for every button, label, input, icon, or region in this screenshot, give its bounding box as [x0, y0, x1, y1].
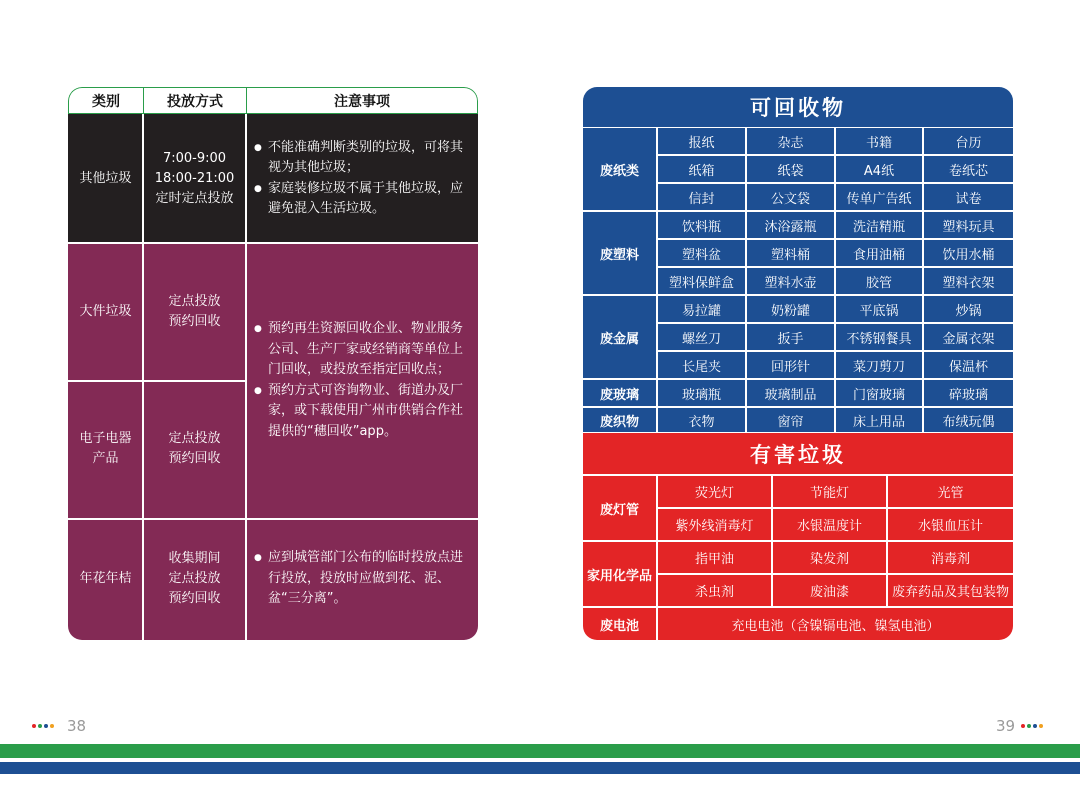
item-cell: 水银血压计 — [888, 509, 1013, 540]
note-item: ● 应到城管部门公布的临时投放点进行投放，投放时应做到花、泥、盆“三分离”。 — [254, 548, 468, 610]
item-cell: 饮用水桶 — [924, 240, 1013, 266]
item-cell: 报纸 — [658, 128, 745, 154]
item-cell: 水银温度计 — [773, 509, 886, 540]
notes-other-waste — [246, 114, 478, 243]
category-other-waste: 其他垃圾 — [68, 114, 143, 243]
group-waste-paper: 废纸类 — [583, 128, 656, 210]
item-cell: 螺丝刀 — [658, 324, 745, 350]
group-waste-glass: 废玻璃 — [583, 380, 656, 406]
header-category: 类别 — [68, 87, 143, 114]
item-cell: 平底锅 — [836, 296, 922, 322]
method-other-waste — [143, 114, 246, 243]
item-cell: 废油漆 — [773, 575, 886, 606]
item-cell: 光管 — [888, 476, 1013, 507]
method-bulky-waste — [143, 243, 246, 380]
item-cell: 床上用品 — [836, 408, 922, 432]
item-cell: 杀虫剂 — [658, 575, 771, 606]
method-line: 定时定点投放 — [155, 190, 234, 206]
dot — [32, 724, 36, 728]
group-waste-metal: 废金属 — [583, 296, 656, 378]
item-cell: 指甲油 — [658, 542, 771, 573]
group-waste-textile: 废织物 — [583, 408, 656, 432]
notes-new-year-plants — [246, 518, 478, 640]
note-item: ● 家庭装修垃圾不属于其他垃圾，应避免混入生活垃圾。 — [254, 179, 468, 220]
method-line: 定点投放 — [168, 431, 221, 446]
item-cell: 胶管 — [836, 268, 922, 294]
page-number-right: 39 — [996, 717, 1016, 735]
item-cell: 公文袋 — [747, 184, 834, 210]
method-line: 预约回收 — [168, 591, 221, 606]
item-cell: 保温杯 — [924, 352, 1013, 378]
item-cell: 信封 — [658, 184, 745, 210]
method-line: 定点投放 — [168, 293, 221, 309]
item-cell: 节能灯 — [773, 476, 886, 507]
item-cell: 纸袋 — [747, 156, 834, 182]
item-cell: 布绒玩偶 — [924, 408, 1013, 432]
item-cell: 玻璃瓶 — [658, 380, 745, 406]
item-cell: 塑料玩具 — [924, 212, 1013, 238]
dot — [38, 724, 42, 728]
notes-bulky-electronics — [246, 243, 478, 518]
item-cell: 门窗玻璃 — [836, 380, 922, 406]
dot — [44, 724, 48, 728]
item-cell: 不锈钢餐具 — [836, 324, 922, 350]
divider — [68, 518, 478, 520]
method-line: 7:00-9:00 — [162, 150, 227, 166]
page-number-left: 38 — [67, 717, 87, 735]
divider — [68, 242, 478, 244]
item-cell: 纸箱 — [658, 156, 745, 182]
group-waste-lamps: 废灯管 — [583, 476, 656, 540]
category-new-year-plants: 年花年桔 — [68, 518, 143, 640]
waste-classification-table — [583, 87, 1013, 640]
item-cell: 易拉罐 — [658, 296, 745, 322]
item-cell: 塑料保鲜盒 — [658, 268, 745, 294]
item-cell: 金属衣架 — [924, 324, 1013, 350]
dot — [1027, 724, 1031, 728]
item-cell: 玻璃制品 — [747, 380, 834, 406]
dot — [1033, 724, 1037, 728]
disposal-method-table — [68, 87, 478, 640]
item-cell: 窗帘 — [747, 408, 834, 432]
item-cell: 传单广告纸 — [836, 184, 922, 210]
method-line: 预约回收 — [168, 451, 221, 466]
item-cell: 试卷 — [924, 184, 1013, 210]
item-cell: 衣物 — [658, 408, 745, 432]
method-electronics — [143, 380, 246, 518]
header-method: 投放方式 — [143, 87, 246, 114]
item-cell: 书籍 — [836, 128, 922, 154]
item-cell: 菜刀剪刀 — [836, 352, 922, 378]
footer-band-green — [0, 744, 1080, 758]
category-bulky-waste: 大件垃圾 — [68, 243, 143, 380]
item-cell: 塑料桶 — [747, 240, 834, 266]
item-cell: 扳手 — [747, 324, 834, 350]
item-cell: 炒锅 — [924, 296, 1013, 322]
item-cell: 卷纸芯 — [924, 156, 1013, 182]
item-cell: 食用油桶 — [836, 240, 922, 266]
category-line: 电子电器 — [79, 431, 132, 446]
recyclable-title: 可回收物 — [583, 87, 1013, 127]
item-cell: 杂志 — [747, 128, 834, 154]
item-cell: 充电电池（含镍镉电池、镍氢电池） — [658, 608, 1013, 640]
note-item: ● 预约再生资源回收企业、物业服务公司、生产厂家或经销商等单位上门回收，或投放至指定回收点； — [254, 319, 468, 381]
item-cell: 塑料衣架 — [924, 268, 1013, 294]
item-cell: 洗洁精瓶 — [836, 212, 922, 238]
header-notes: 注意事项 — [246, 87, 478, 114]
item-cell: 染发剂 — [773, 542, 886, 573]
page-dots-left — [32, 724, 54, 728]
group-household-chemicals: 家用化学品 — [583, 542, 656, 606]
method-line: 预约回收 — [168, 313, 221, 329]
note-item: ● 预约方式可咨询物业、街道办及厂家，或下载使用广州市供销合作社提供的“穗回收”app。 — [254, 381, 468, 443]
method-line: 定点投放 — [168, 571, 221, 586]
dot — [1039, 724, 1043, 728]
group-waste-batteries: 废电池 — [583, 608, 656, 640]
method-line: 18:00-21:00 — [154, 170, 235, 186]
group-waste-plastic: 废塑料 — [583, 212, 656, 294]
category-line: 产品 — [92, 451, 119, 466]
item-cell: 长尾夹 — [658, 352, 745, 378]
item-cell: 废弃药品及其包装物 — [888, 575, 1013, 606]
item-cell: 台历 — [924, 128, 1013, 154]
item-cell: 饮料瓶 — [658, 212, 745, 238]
method-line: 收集期间 — [168, 551, 221, 566]
hazardous-title: 有害垃圾 — [583, 433, 1013, 474]
item-cell: 奶粉罐 — [747, 296, 834, 322]
item-cell: 消毒剂 — [888, 542, 1013, 573]
item-cell: 沐浴露瓶 — [747, 212, 834, 238]
category-electronics — [68, 380, 143, 518]
divider — [142, 114, 144, 640]
item-cell: 塑料水壶 — [747, 268, 834, 294]
note-item: ● 不能准确判断类别的垃圾，可将其视为其他垃圾； — [254, 138, 468, 179]
item-cell: 紫外线消毒灯 — [658, 509, 771, 540]
divider — [245, 114, 247, 640]
item-cell: 塑料盆 — [658, 240, 745, 266]
footer-band-blue — [0, 762, 1080, 774]
item-cell: 荧光灯 — [658, 476, 771, 507]
page-dots-right — [1021, 724, 1043, 728]
dot — [50, 724, 54, 728]
item-cell: A4纸 — [836, 156, 922, 182]
divider — [68, 380, 246, 382]
item-cell: 碎玻璃 — [924, 380, 1013, 406]
dot — [1021, 724, 1025, 728]
method-new-year-plants — [143, 518, 246, 640]
item-cell: 回形针 — [747, 352, 834, 378]
